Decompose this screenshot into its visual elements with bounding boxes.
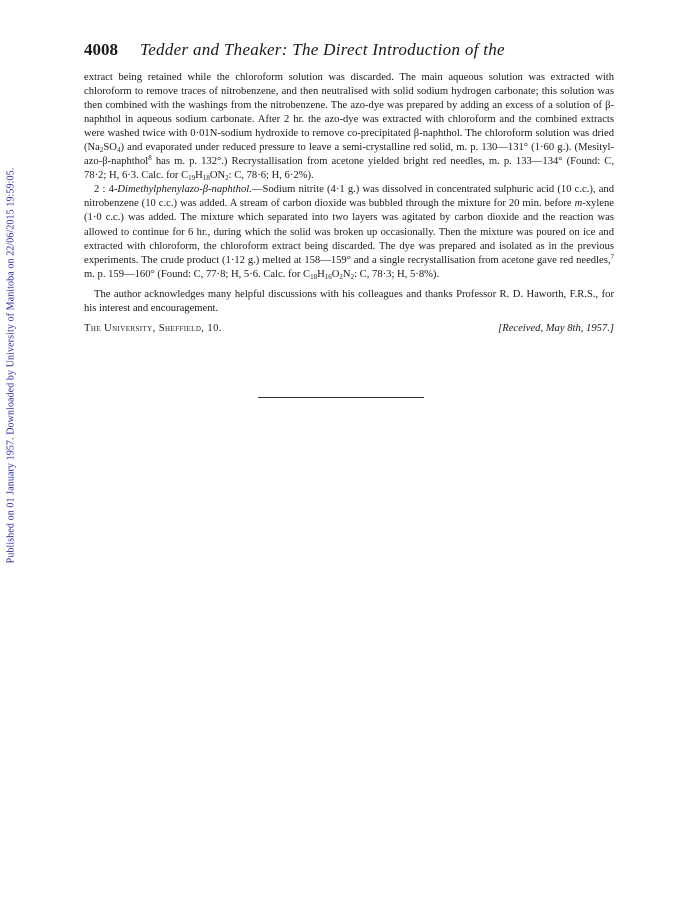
- text-run: : C, 78·6; H, 6·2%).: [228, 170, 314, 182]
- received-date: [Received, May 8th, 1957.]: [498, 322, 614, 334]
- subscript: 18: [310, 272, 318, 281]
- text-run: H: [195, 170, 203, 182]
- download-watermark-text: Published on 01 January 1957. Downloaded by University of Manitoba on 22/06/2015 19:59:05.: [5, 167, 17, 563]
- page-number: 4008: [84, 40, 118, 59]
- text-run: ON: [209, 170, 226, 182]
- text-run: ) and evaporated under reduced pressure to leave a semi-crystalline red solid, m. p. 130—131° (1·60 g.). (Mesityl-azo-β-naphthol: [84, 142, 614, 168]
- text-run: N: [342, 268, 351, 280]
- subscript: 18: [202, 174, 210, 183]
- subscript: 19: [188, 174, 196, 183]
- text-run: has m. p. 132°.) Recrystallisation from acetone yielded bright red needles, m. p. 133—134° (Found: C, 78·2; H, 6·3. Calc. for C: [84, 156, 614, 182]
- reference-superscript: 7: [610, 252, 614, 261]
- text-run: H: [317, 268, 325, 280]
- acknowledgement: The author acknowledges many helpful discussions with his colleagues and thanks Professor R. D. Haworth, F.R.S., for his interest and encouragement.: [84, 288, 614, 314]
- download-watermark: [2, 150, 20, 580]
- text-run: extract being retained while the chloroform solution was discarded. The main aqueous solution was extracted with chloroform to remove traces of nitrobenzene, and then neutralised with solid sodium hydrogen carbonate; this solution was then combined with the washings from the nitrobenzene. The azo-dye was prepared by adding an excess of a solution of β-naphthol in aqueous sodium carbonate. After 2 hr. the azo-dye was extracted with chloroform and the combined extracts were washed twice with 0·01N-sodium hydroxide to remove co-precipitated β-naphthol. The chloroform solution was dried (Na: [84, 72, 614, 154]
- subscript: 2: [350, 272, 355, 281]
- text-run: SO: [103, 142, 117, 154]
- subscript: 4: [116, 146, 121, 155]
- article-footer: [84, 322, 614, 336]
- running-title: Tedder and Theaker: The Direct Introduction of the: [140, 40, 505, 59]
- text-run: : C, 78·3; H, 5·8%).: [354, 268, 440, 280]
- text-run: 2 : 4-: [94, 184, 118, 196]
- subscript: 2: [99, 146, 104, 155]
- affiliation: The University, Sheffield, 10.: [84, 322, 222, 334]
- text-run: m. p. 159—160° (Found: C, 77·8; H, 5·6. Calc. for C: [84, 268, 311, 280]
- italic-prefix: m: [574, 198, 583, 210]
- paragraph-continuation: [84, 71, 614, 183]
- end-rule: [258, 397, 424, 398]
- compound-name: Dimethylphenylazo-β-naphthol.: [117, 184, 252, 196]
- running-header: [84, 40, 614, 60]
- subscript: 2: [225, 174, 229, 183]
- reference-superscript: 8: [148, 154, 152, 163]
- text-run: O: [331, 268, 340, 280]
- subscript: 16: [324, 272, 332, 281]
- text-run: -xylene (1·0 c.c.) was added. The mixture which separated into two layers was agitated by carbon dioxide and the reaction was allowed to continue for 6 hr., during which the solid was broken up occasionally. Then the mixture was poured on ice and extracted with chloroform, the chloroform extract being discarded. The dye was prepared and isolated as in the previous experiments. The crude product (1·12 g.) melted at 158—159° and a single recrystallisation from acetone gave red needles,: [84, 198, 614, 266]
- subscript: 2: [339, 272, 343, 281]
- text-run: —Sodium nitrite (4·1 g.) was dissolved in concentrated sulphuric acid (10 c.c.), and nitrobenzene (10 c.c.) was added. A stream of carbon dioxide was bubbled through the mixture for 20 min. before: [84, 184, 614, 210]
- paragraph-dimethylphenylazo: [84, 183, 614, 281]
- article-body: [84, 71, 614, 336]
